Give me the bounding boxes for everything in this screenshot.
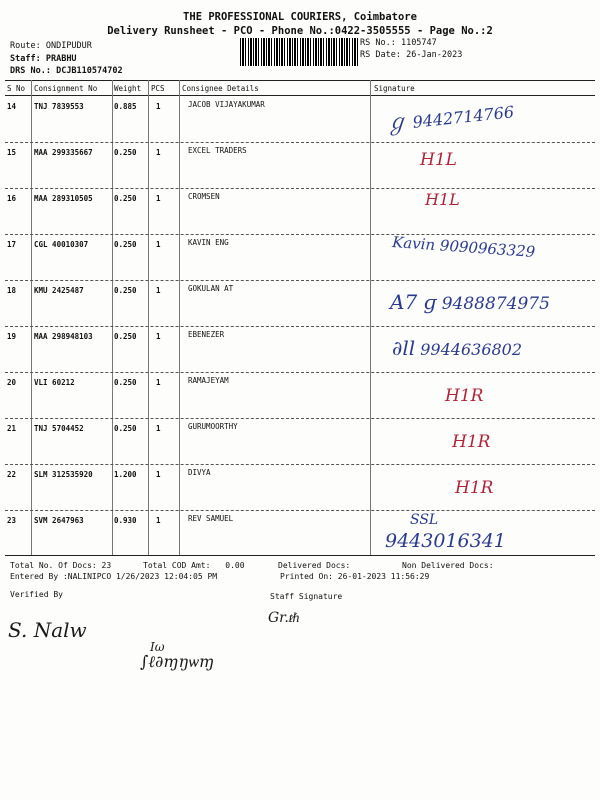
- row-weight: 0.250: [114, 194, 137, 203]
- col-header-pcs: PCS: [151, 84, 165, 93]
- row-sno: 20: [7, 378, 17, 387]
- table-row: [0, 326, 600, 372]
- row-sno: 23: [7, 516, 17, 525]
- row-pcs: 1: [156, 240, 161, 249]
- row-weight: 0.250: [114, 240, 137, 249]
- signature-mark: ℊ 9442714766: [384, 102, 515, 137]
- row-consignee: RAMAJEYAM: [188, 376, 229, 385]
- delivered-label: Delivered Docs:: [278, 561, 351, 570]
- rs-no-value: 1105747: [400, 38, 437, 48]
- row-pcs: 1: [156, 102, 161, 111]
- signature-text: H1L: [425, 190, 460, 209]
- staff-label: Staff:: [10, 54, 41, 64]
- non-delivered-label: Non Delivered Docs:: [402, 561, 494, 570]
- row-consignment: MAA 299335667: [34, 148, 93, 157]
- handwritten-initials: Ιω: [150, 640, 165, 654]
- company-title: THE PROFESSIONAL COURIERS, Coimbatore: [183, 11, 417, 23]
- row-consignee: JACOB VIJAYAKUMAR: [188, 100, 265, 109]
- signature-mark: ∂ll 9944636802: [392, 336, 523, 360]
- printed-on: Printed On: 26-01-2023 11:56:29: [280, 572, 430, 581]
- table-row: [0, 142, 600, 188]
- row-consignment: VLI 60212: [34, 378, 75, 387]
- row-consignment: KMU 2425487: [34, 286, 84, 295]
- col-header-weight: Weight: [114, 84, 142, 93]
- row-consignee: REV SAMUEL: [188, 514, 234, 523]
- row-consignment: SVM 2647963: [34, 516, 84, 525]
- cod-line: [143, 561, 245, 570]
- table-row: [0, 372, 600, 418]
- row-pcs: 1: [156, 378, 161, 387]
- row-consignment: SLM 312535920: [34, 470, 93, 479]
- row-consignee: EBENEZER: [188, 330, 225, 339]
- route-value: ONDIPUDUR: [45, 41, 92, 51]
- cod-label: Total COD Amt:: [143, 561, 211, 570]
- signature-text: H1L: [420, 150, 457, 170]
- table-row: [0, 464, 600, 510]
- signature-text: 9488874975: [441, 294, 550, 314]
- handwritten-signature: ∫ℓ∂ɱŋѡɱ: [140, 652, 215, 671]
- verified-by-label: Verified By: [10, 590, 63, 599]
- row-weight: 0.885: [114, 102, 137, 111]
- row-consignee: CROMSEN: [188, 192, 220, 201]
- col-header-sno: S No: [7, 84, 26, 93]
- row-pcs: 1: [156, 194, 161, 203]
- cod-value: 0.00: [225, 561, 245, 570]
- row-sno: 18: [7, 286, 17, 295]
- rs-date-label: RS Date:: [360, 50, 401, 60]
- row-pcs: 1: [156, 424, 161, 433]
- row-consignee: GURUMOORTHY: [188, 422, 238, 431]
- row-consignee: GOKULAN AT: [188, 284, 234, 293]
- staff-value: PRABHU: [45, 54, 77, 64]
- row-pcs: 1: [156, 516, 161, 525]
- row-weight: 0.250: [114, 286, 137, 295]
- row-weight: 0.250: [114, 378, 137, 387]
- route-label: Route:: [10, 41, 41, 51]
- row-sno: 19: [7, 332, 17, 341]
- col-header-consignee: Consignee Details: [182, 84, 259, 93]
- row-pcs: 1: [156, 286, 161, 295]
- drs-line: [10, 66, 123, 76]
- table-top-rule: [5, 80, 595, 81]
- signature-text: H1R: [452, 432, 491, 452]
- row-pcs: 1: [156, 470, 161, 479]
- table-row: [0, 188, 600, 234]
- row-consignment: TNJ 5704452: [34, 424, 84, 433]
- col-header-consignment: Consignment No: [34, 84, 98, 93]
- row-weight: 0.250: [114, 332, 137, 341]
- row-consignment: CGL 40010307: [34, 240, 89, 249]
- table-row: [0, 96, 600, 142]
- verifier-signature: S. Nalw: [8, 618, 87, 642]
- row-weight: 0.250: [114, 148, 137, 157]
- runsheet-subtitle: Delivery Runsheet - PCO - Phone No.:0422-3505555 - Page No.:2: [107, 25, 493, 37]
- table-row: [0, 280, 600, 326]
- signature-text: 9443016341: [385, 530, 506, 552]
- signature-mark: A7 ɡ 9488874975: [390, 290, 550, 314]
- signature-text: 9944636802: [420, 340, 523, 359]
- rs-date-line: [360, 50, 462, 60]
- drs-label: DRS No.:: [10, 66, 51, 76]
- rs-no-line: [360, 38, 437, 48]
- row-sno: 17: [7, 240, 17, 249]
- signature-scribble: SSL: [410, 512, 439, 528]
- row-weight: 1.200: [114, 470, 137, 479]
- barcode-image: [240, 38, 358, 66]
- row-consignee: DIVYA: [188, 468, 211, 477]
- total-docs-value: 23: [101, 561, 112, 570]
- table-row: [0, 510, 600, 555]
- table-row: [0, 234, 600, 280]
- signature-text: 9442714766: [411, 102, 515, 132]
- row-pcs: 1: [156, 148, 161, 157]
- entered-by: Entered By :NALINIPCO 1/26/2023 12:04:05 PM: [10, 572, 218, 581]
- row-consignment: MAA 298948103: [34, 332, 93, 341]
- rs-no-label: RS No.:: [360, 38, 396, 48]
- row-sno: 14: [7, 102, 17, 111]
- col-header-signature: Signature: [374, 84, 415, 93]
- signature-text: Kavin 9090963329: [391, 233, 536, 261]
- staff-signature: Gr.ᵺ: [268, 610, 299, 626]
- rs-date-value: 26-Jan-2023: [406, 50, 463, 60]
- row-weight: 0.930: [114, 516, 137, 525]
- staff-signature-label: Staff Signature: [270, 592, 343, 601]
- row-consignee: EXCEL TRADERS: [188, 146, 247, 155]
- staff-line: [10, 54, 77, 64]
- table-row: [0, 418, 600, 464]
- route-line: [10, 41, 92, 51]
- row-consignment: TNJ 7839553: [34, 102, 84, 111]
- drs-value: DCJB110574702: [56, 66, 123, 76]
- table-bottom-rule: [5, 555, 595, 556]
- signature-text: H1R: [455, 478, 494, 498]
- row-consignment: MAA 289310505: [34, 194, 93, 203]
- total-docs-label: Total No. Of Docs:: [10, 561, 97, 570]
- signature-text: H1R: [445, 386, 484, 406]
- row-sno: 15: [7, 148, 17, 157]
- row-pcs: 1: [156, 332, 161, 341]
- row-consignee: KAVIN ENG: [188, 238, 229, 247]
- row-sno: 16: [7, 194, 17, 203]
- total-docs-line: [10, 561, 111, 570]
- row-sno: 22: [7, 470, 17, 479]
- row-sno: 21: [7, 424, 17, 433]
- row-weight: 0.250: [114, 424, 137, 433]
